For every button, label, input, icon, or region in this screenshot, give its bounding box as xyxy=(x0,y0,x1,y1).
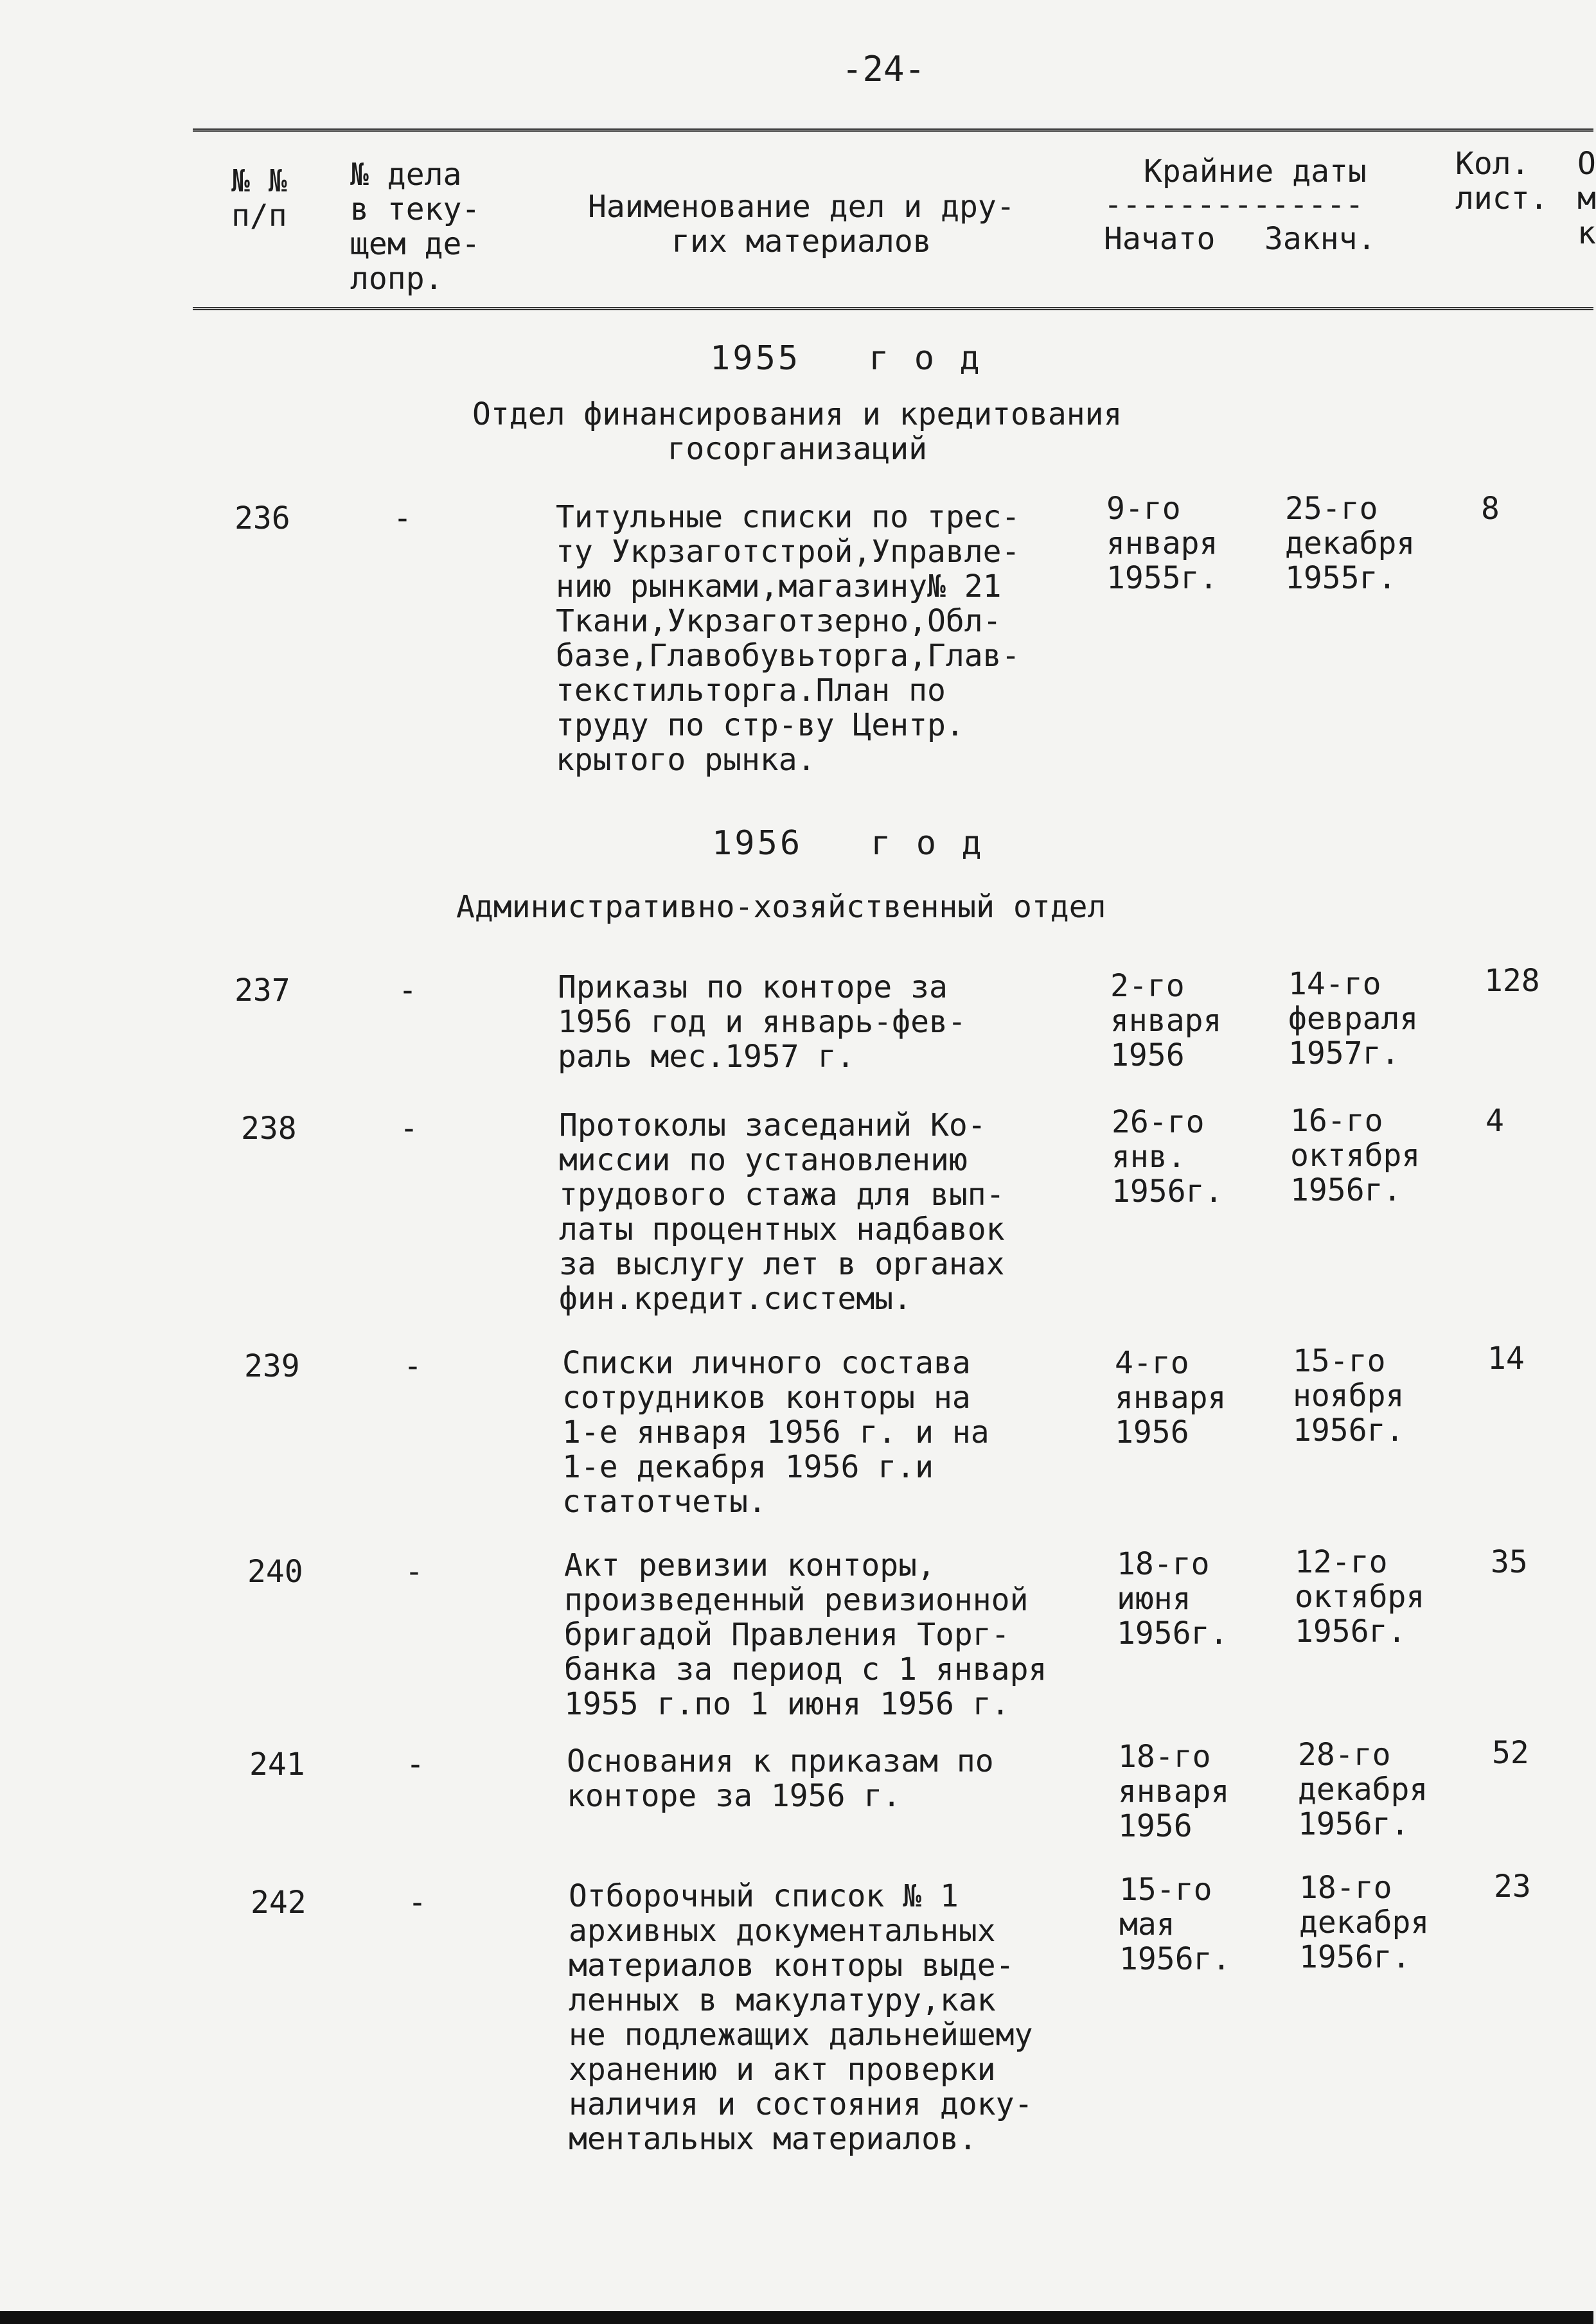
row-238-case: - xyxy=(400,1111,418,1147)
row-240-count: 35 xyxy=(1491,1544,1528,1580)
row-236-title: Титульные списки по трес- ту Укрзаготстрой,Управле- нию рынками,магазину№ 21 Ткани,Укрзаготзерно,Обл- базе,Главобувьторга,Глав- текстильторга.План по труду по стр-ву Центр. крытого рынка. xyxy=(556,499,1020,778)
row-237-end: 14-го февраля 1957г. xyxy=(1288,966,1419,1071)
row-236-case: - xyxy=(393,500,412,536)
row-239-start: 4-го января 1956 xyxy=(1115,1345,1227,1450)
row-236-count: 8 xyxy=(1481,491,1500,527)
year-heading-1956: 1956 г о д xyxy=(712,824,984,863)
row-242-end: 18-го декабря 1956г. xyxy=(1299,1870,1430,1975)
row-236-start: 9-го января 1955г. xyxy=(1106,491,1218,596)
row-239-case: - xyxy=(403,1348,422,1384)
page-number: -24- xyxy=(842,49,926,89)
row-239-num: 239 xyxy=(244,1348,300,1384)
row-242-case: - xyxy=(408,1885,427,1921)
header-col-dates-dash: -------------- xyxy=(1104,187,1364,223)
row-241-title: Основания к приказам по конторе за 1956 г. xyxy=(567,1743,994,1814)
header-col-count: Кол. лист. xyxy=(1455,146,1548,216)
row-238-num: 238 xyxy=(241,1111,297,1147)
row-238-title: Протоколы заседаний Ко- миссии по установлению трудового стажа для вып- латы процентных надбавок за выслугу лет в органах фин.кредит.системы. xyxy=(559,1107,1005,1317)
row-237-case: - xyxy=(398,973,417,1008)
header-col-title: Наименование дел и дру- гих материалов xyxy=(588,189,1015,260)
header-col-case: № дела в теку- щем де- лопр. xyxy=(350,157,481,297)
row-238-start: 26-го янв. 1956г. xyxy=(1112,1104,1223,1210)
row-240-start: 18-го июня 1956г. xyxy=(1117,1546,1228,1651)
row-240-end: 12-го октября 1956г. xyxy=(1295,1544,1425,1650)
row-236-end: 25-го декабря 1955г. xyxy=(1285,491,1415,596)
section-heading-1955: Отдел финансирования и кредитования госорганизаций xyxy=(472,396,1122,467)
row-241-case: - xyxy=(406,1747,425,1783)
row-242-title: Отборочный список № 1 архивных документальных материалов конторы выде- ленных в макулатуру,как не подлежащих дальнейшему хранению и акт проверки наличия и состояния доку- ментальных материалов. xyxy=(569,1878,1033,2157)
row-242-start: 15-го мая 1956г. xyxy=(1119,1872,1231,1977)
row-239-count: 14 xyxy=(1487,1341,1525,1377)
header-col-end: Закнч. xyxy=(1264,221,1376,257)
header-col-start: Начато xyxy=(1104,221,1216,257)
header-col-num: № № п/п xyxy=(231,163,287,234)
row-241-count: 52 xyxy=(1492,1735,1529,1771)
row-242-count: 23 xyxy=(1494,1869,1531,1905)
header-bottom-rule xyxy=(193,307,1593,310)
row-238-end: 16-го октября 1956г. xyxy=(1290,1103,1421,1208)
row-237-num: 237 xyxy=(235,973,290,1008)
year-heading-1955: 1955 г о д xyxy=(710,339,982,378)
row-240-case: - xyxy=(405,1554,423,1590)
row-237-title: Приказы по конторе за 1956 год и январь-фев- раль мес.1957 г. xyxy=(558,969,966,1075)
row-241-end: 28-го декабря 1956г. xyxy=(1298,1737,1428,1842)
header-col-dates: Крайние даты xyxy=(1144,154,1367,189)
row-236-num: 236 xyxy=(235,500,290,536)
row-238-count: 4 xyxy=(1485,1103,1504,1139)
row-237-count: 128 xyxy=(1484,963,1540,999)
row-239-end: 15-го ноября 1956г. xyxy=(1293,1343,1405,1448)
row-237-start: 2-го января 1956 xyxy=(1110,968,1222,1073)
row-241-start: 18-го января 1956 xyxy=(1118,1739,1230,1844)
row-240-num: 240 xyxy=(247,1554,303,1590)
page-bottom-edge xyxy=(0,2311,1593,2324)
row-241-num: 241 xyxy=(249,1747,305,1783)
section-heading-1956: Административно-хозяйственный отдел xyxy=(456,889,1106,925)
row-242-num: 242 xyxy=(251,1885,306,1921)
header-top-rule xyxy=(193,128,1593,132)
header-col-extra: О м к xyxy=(1577,146,1596,251)
row-239-title: Списки личного состава сотрудников конторы на 1-е января 1956 г. и на 1-е декабря 1956 г.и статотчеты. xyxy=(562,1345,989,1520)
row-240-title: Акт ревизии конторы, произведенный ревизионной бригадой Правления Торг- банка за период с 1 января 1955 г.по 1 июня 1956 г. xyxy=(564,1547,1047,1722)
